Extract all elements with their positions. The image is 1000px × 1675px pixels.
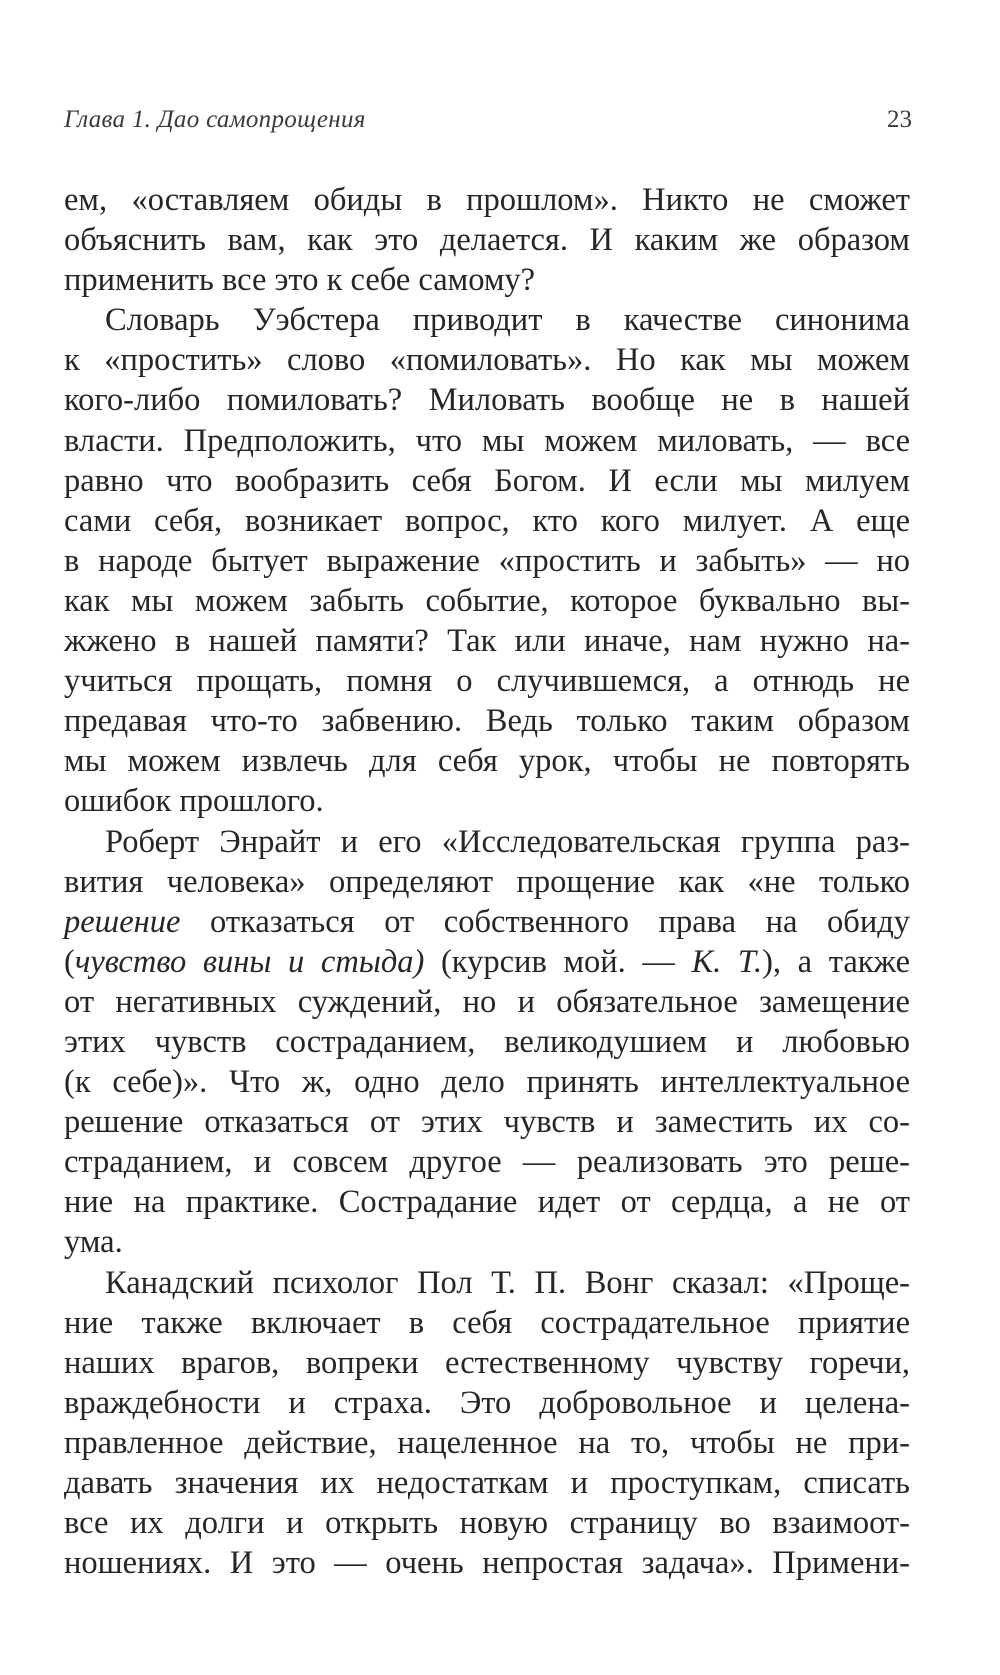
text-line: давать значения их недостаткам и проступкам, списать [64, 1465, 910, 1501]
text-line: кого-либо помиловать? Миловать вообще не в нашей [64, 382, 910, 419]
text-line: сами себя, возникает вопрос, кто кого милует. А еще [64, 502, 910, 539]
text-line: применить все это к себе самому? [64, 262, 536, 299]
text-line: учиться прощать, помня о случившемся, а отнюдь не [64, 663, 910, 700]
text-line: враждебности и страха. Это добровольное и целена- [64, 1384, 910, 1421]
text-line: объяснить вам, как это делается. И каким же образом [64, 222, 910, 259]
text-line: в народе бытует выражение «простить и забыть» — но [64, 542, 910, 579]
text-line: жжено в нашей памяти? Так или иначе, нам нужно на- [64, 623, 910, 660]
running-head [64, 106, 912, 142]
text-span: (курсив мой. — [424, 943, 692, 980]
paragraph-2 [64, 300, 910, 821]
text-line: мы можем извлечь для себя урок, чтобы не повторять [64, 743, 910, 780]
text-line: как мы можем забыть событие, которое буквально вы- [64, 582, 910, 619]
chapter-title: Глава 1. Дао самопрощения [64, 106, 366, 133]
text-line: к «простить» слово «помиловать». Но как мы можем [64, 342, 910, 379]
italic-text: чувство вины и стыда) [74, 943, 425, 980]
text-line: этих чувств состраданием, великодушием и любовью [64, 1023, 910, 1060]
text-line: ошибок прошлого. [64, 783, 324, 820]
text-span: ), а также [762, 943, 910, 980]
page-number: 23 [887, 106, 912, 133]
text-line: правленное действие, нацеленное на то, чтобы не при- [64, 1424, 910, 1461]
text-line: наших врагов, вопреки естественному чувству горечи, [64, 1344, 910, 1381]
text-line: от негативных суждений, но и обязательное замещение [64, 983, 910, 1020]
text-line: ума. [64, 1224, 123, 1261]
text-line: Словарь Уэбстера приводит в качестве синонима [105, 302, 910, 339]
text-line: все их долги и открыть новую страницу во взаимоот- [64, 1505, 910, 1542]
text-line [64, 942, 910, 982]
text-line: (к себе)». Что ж, одно дело принять интеллектуальное [64, 1064, 910, 1101]
paragraph-1 [64, 180, 910, 300]
italic-text: К. Т. [691, 943, 763, 980]
paragraph-3 [64, 822, 910, 1263]
text-line: предавая что-то забвению. Ведь только таким образом [64, 703, 910, 740]
text-line: равно что вообразить себя Богом. И если мы милуем [64, 462, 910, 499]
text-span: ( [64, 943, 75, 980]
text-line: ние также включает в себя сострадательное приятие [64, 1304, 910, 1341]
text-line: Канадский психолог Пол Т. П. Вонг сказал: «Проще- [105, 1264, 910, 1301]
text-span: отказаться от собственного права на обиду [180, 903, 910, 940]
italic-text: решение [64, 903, 181, 940]
text-line: Роберт Энрайт и его «Исследовательская группа раз- [105, 823, 910, 860]
body-text [64, 180, 910, 1583]
text-line: решение отказаться от этих чувств и заместить их со- [64, 1104, 910, 1141]
text-line: власти. Предположить, что мы можем миловать, — все [64, 422, 910, 459]
text-line: ношениях. И это — очень непростая задача». Примени- [64, 1545, 910, 1582]
text-line [64, 902, 910, 942]
text-line: страданием, и совсем другое — реализовать это реше- [64, 1144, 910, 1181]
paragraph-4 [64, 1263, 910, 1584]
text-line: ние на практике. Сострадание идет от сердца, а не от [64, 1184, 910, 1221]
text-line: ем, «оставляем обиды в прошлом». Никто не сможет [64, 182, 910, 218]
text-line: вития человека» определяют прощение как «не только [64, 863, 910, 900]
